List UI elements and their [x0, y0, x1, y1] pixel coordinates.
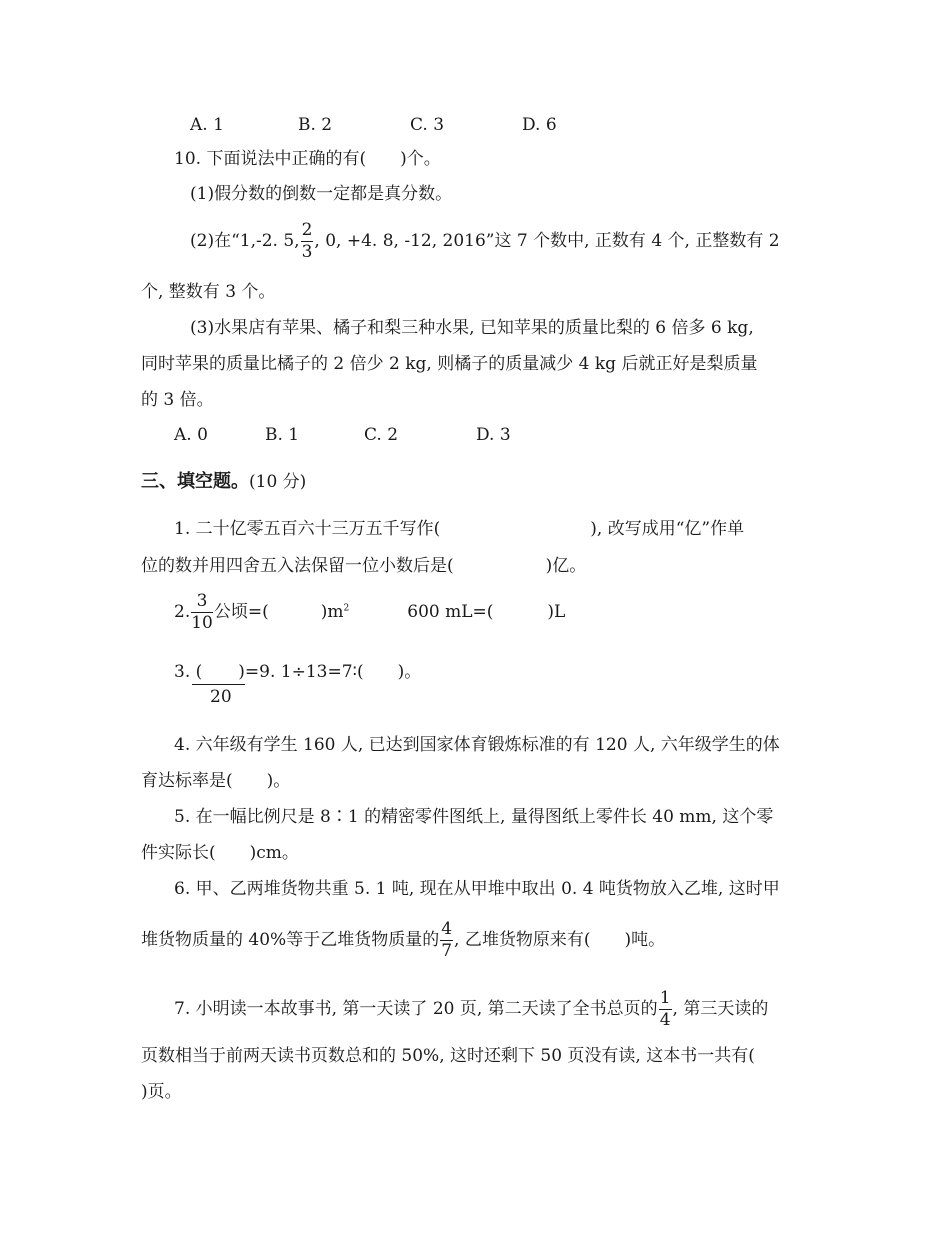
fill-q4-line-1: 4. 六年级有学生 160 人, 已达到国家体育锻炼标准的有 120 人, 六年级学生的体: [174, 735, 780, 755]
q9-option-a: A. 1: [190, 115, 224, 135]
fill-q2-text-c: 600 mL=(: [407, 602, 494, 622]
squared-superscript: 2: [343, 603, 350, 614]
fraction-two-thirds: [301, 222, 314, 261]
fill-q7-text-a: 7. 小明读一本故事书, 第一天读了 20 页, 第二天读了全书总页的: [174, 999, 658, 1019]
q10-s2-text-b: , 0, +4. 8, -12, 2016”这 7 个数中, 正数有 4 个, 正整数有 2: [314, 231, 780, 251]
fill-q6-line-2: [141, 921, 665, 960]
q10-option-d: D. 3: [476, 425, 511, 445]
fraction-denominator: 7: [441, 941, 453, 961]
fill-q4-line-2: 育达标率是( )。: [141, 771, 291, 791]
fill-q7-line-3: )页。: [141, 1082, 182, 1102]
q10-statement-2: [190, 222, 780, 261]
fraction-denominator: 10: [191, 613, 213, 633]
fill-q7-line-2: 页数相当于前两天读书页数总和的 50%, 这时还剩下 50 页没有读, 这本书一共有(: [141, 1046, 755, 1066]
fill-q6-text-b: 堆货物质量的 40%等于乙堆货物质量的: [141, 930, 440, 950]
q10-statement-3-line-3: 的 3 倍。: [141, 390, 214, 410]
fill-q6-text-c: , 乙堆货物原来有( )吨。: [454, 930, 666, 950]
fill-q5-line-1: 5. 在一幅比例尺是 8∶1 的精密零件图纸上, 量得图纸上零件长 40 mm, 这个零: [174, 807, 774, 827]
q10-statement-1: (1)假分数的倒数一定都是真分数。: [190, 184, 453, 204]
q10-option-b: B. 1: [265, 425, 300, 445]
fraction-denominator: 4: [659, 1010, 671, 1030]
q10-statement-3-line-2: 同时苹果的质量比橘子的 2 倍少 2 kg, 则橘子的质量减少 4 kg 后就正好是梨质量: [141, 354, 758, 374]
fill-q2-text-a: 公顷=(: [213, 602, 269, 622]
fill-q2: [174, 593, 565, 632]
q10-statement-2-cont: 个, 整数有 3 个。: [141, 282, 276, 302]
fill-q1-text-a: 1. 二十亿零五百六十三万五千写作(: [174, 519, 441, 539]
fill-q6-line-1: 6. 甲、乙两堆货物共重 5. 1 吨, 现在从甲堆中取出 0. 4 吨货物放入乙堆, 这时甲: [174, 879, 780, 899]
fill-q3-text-a: 3. (: [174, 662, 203, 682]
fraction-blank-over-20: [174, 662, 245, 707]
fraction-three-tenths: [191, 593, 213, 632]
q10-option-a: A. 0: [174, 425, 208, 445]
section-title: 三、填空题。: [141, 471, 249, 492]
q10-option-c: C. 2: [364, 425, 399, 445]
fill-q1-line-1: [174, 521, 744, 538]
fill-q1-line-2: [141, 558, 586, 575]
fraction-numerator: 2: [301, 220, 313, 240]
section-heading: [141, 473, 306, 491]
fill-q3-text-c: =9. 1÷13=7∶( )。: [244, 662, 422, 682]
fill-q1-text-c: 位的数并用四舍五入法保留一位小数后是(: [141, 556, 454, 576]
q9-option-d: D. 6: [522, 115, 557, 135]
q9-option-c: C. 3: [410, 115, 445, 135]
q9-option-b: B. 2: [298, 115, 333, 135]
fraction-numerator: 1: [659, 988, 671, 1008]
fill-q3: [174, 662, 422, 707]
fill-q2-text-d: )L: [547, 602, 566, 622]
q10-s2-text-a: (2)在“1,-2. 5,: [190, 231, 300, 251]
fill-q1-text-b: ), 改写成用“亿”作单: [590, 519, 745, 539]
fill-q7-text-b: , 第三天读的: [672, 999, 769, 1019]
fraction-denominator: 20: [210, 687, 232, 707]
fraction-four-sevenths: [440, 921, 453, 960]
fraction-numerator: 3: [191, 593, 213, 613]
fill-q2-text-b: )m: [320, 602, 344, 622]
q10-stem: 10. 下面说法中正确的有( )个。: [174, 149, 441, 169]
fill-q1-text-d: )亿。: [545, 556, 587, 576]
fill-q2-number: 2.: [174, 602, 191, 622]
fill-q3-text-b: ): [238, 662, 245, 682]
section-score: (10 分): [249, 472, 307, 492]
fraction-bar: [192, 684, 245, 685]
fraction-numerator: 4: [441, 919, 453, 939]
fraction-one-quarter: [659, 990, 672, 1029]
fill-q7-line-1: [174, 990, 768, 1029]
fraction-denominator: 3: [301, 242, 313, 262]
fill-q5-line-2: 件实际长( )cm。: [141, 843, 299, 863]
q10-statement-3: (3)水果店有苹果、橘子和梨三种水果, 已知苹果的质量比梨的 6 倍多 6 kg,: [190, 318, 754, 338]
